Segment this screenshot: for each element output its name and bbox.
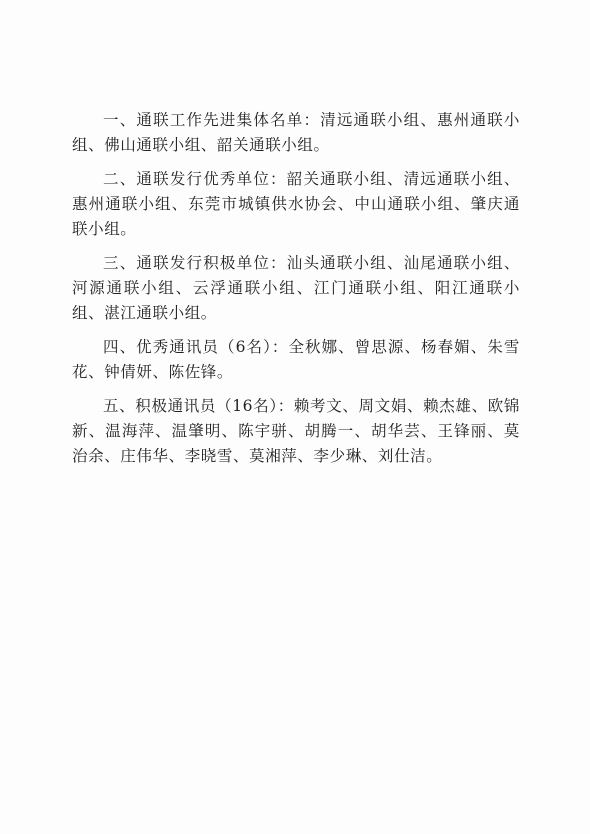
paragraph-excellent-correspondents: 四、优秀通讯员（6名）：全秋娜、曾思源、杨春媚、朱雪花、钟倩妍、陈佐锋。 <box>72 338 520 381</box>
paragraph-excellent-units: 二、通联发行优秀单位：韶关通联小组、清远通联小组、惠州通联小组、东莞市城镇供水协会、中山通联小组、肇庆通联小组。 <box>72 170 520 238</box>
paragraph-active-correspondents: 五、积极通讯员（16名）：赖考文、周文娟、赖杰雄、欧锦新、温海萍、温肇明、陈宇骈、胡腾一、胡华芸、王锋丽、莫治余、庄伟华、李晓雪、莫湘萍、李少琳、刘仕洁。 <box>72 397 520 465</box>
document-body <box>72 108 520 478</box>
paragraph-advanced-collectives: 一、通联工作先进集体名单：清远通联小组、惠州通联小组、佛山通联小组、韶关通联小组。 <box>72 111 520 154</box>
paragraph-active-units: 三、通联发行积极单位：汕头通联小组、汕尾通联小组、河源通联小组、云浮通联小组、江门通联小组、阳江通联小组、湛江通联小组。 <box>72 254 520 322</box>
